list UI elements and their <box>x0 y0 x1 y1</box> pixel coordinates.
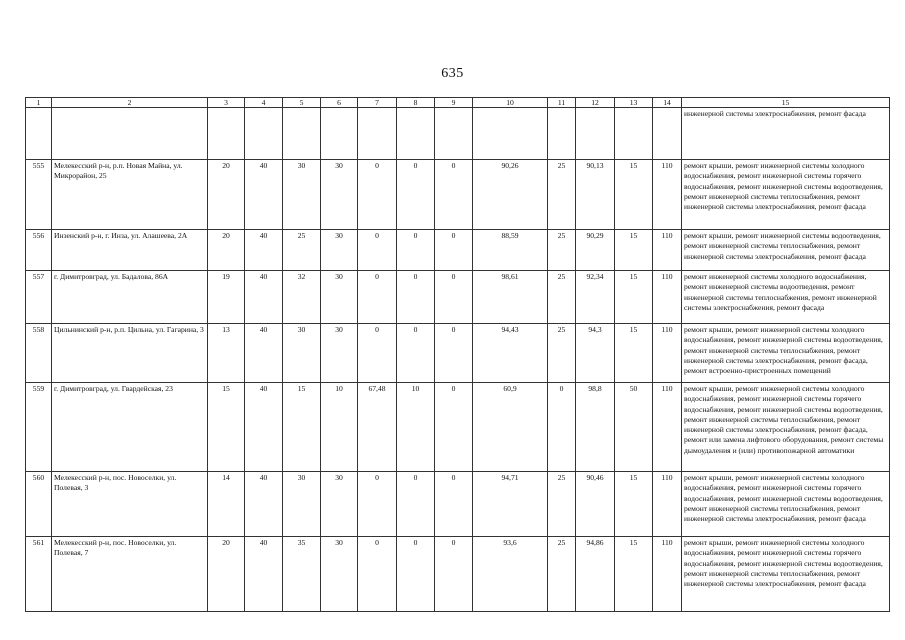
col3-cell: 20 <box>208 537 245 612</box>
works-cell: ремонт крыши, ремонт инженерной системы холодного водоснабжения, ремонт инженерной системы горячего водоснабжения, ремонт инженерной системы водоотведения, ремонт инженерной системы теплоснабжения, ремонт инженерной системы электроснабжения, ремонт фасада <box>682 160 890 230</box>
col7-cell: 0 <box>358 537 397 612</box>
col9-cell: 0 <box>435 230 473 271</box>
column-header: 10 <box>473 98 548 108</box>
column-header: 4 <box>245 98 283 108</box>
address-cell: Мелекесский р-н, пос. Новоселки, ул. Полевая, 7 <box>52 537 208 612</box>
works-cell: ремонт крыши, ремонт инженерной системы холодного водоснабжения, ремонт инженерной системы горячего водоснабжения, ремонт инженерной системы водоотведения, ремонт инженерной системы теплоснабжения, ремонт инженерной системы электроснабжения, ремонт фасада, ремонт или замена лифтового оборудования, ремонт системы дымоудаления и (или) противопожарной автоматики <box>682 383 890 472</box>
works-cell: ремонт крыши, ремонт инженерной системы холодного водоснабжения, ремонт инженерной системы горячего водоснабжения, ремонт инженерной системы водоотведения, ремонт инженерной системы теплоснабжения, ремонт инженерной системы электроснабжения, ремонт фасада <box>682 472 890 537</box>
address-cell: Мелекесский р-н, пос. Новоселки, ул. Полевая, 3 <box>52 472 208 537</box>
col14-cell: 110 <box>653 472 682 537</box>
col8-cell: 0 <box>397 230 435 271</box>
works-cell: ремонт инженерной системы холодного водоснабжения, ремонт инженерной системы водоотведения, ремонт инженерной системы теплоснабжения, ремонт инженерной системы электроснабжения, ремонт фасада <box>682 271 890 324</box>
col6-cell: 30 <box>321 271 358 324</box>
address-cell: Цильнинский р-н, р.п. Цильна, ул. Гагарина, 3 <box>52 324 208 383</box>
col6-cell: 30 <box>321 472 358 537</box>
address-cell: Инзенский р-н, г. Инза, ул. Алашеева, 2А <box>52 230 208 271</box>
col5-cell: 35 <box>283 537 321 612</box>
col12-cell: 90,13 <box>576 160 615 230</box>
col13-cell: 15 <box>615 324 653 383</box>
col4-cell: 40 <box>245 230 283 271</box>
works-cell: ремонт крыши, ремонт инженерной системы холодного водоснабжения, ремонт инженерной системы горячего водоснабжения, ремонт инженерной системы водоотведения, ремонт инженерной системы теплоснабжения, ремонт инженерной системы электроснабжения, ремонт фасада <box>682 537 890 612</box>
col12-cell: 98,8 <box>576 383 615 472</box>
works-cell: ремонт крыши, ремонт инженерной системы холодного водоснабжения, ремонт инженерной системы водоотведения, ремонт инженерной системы теплоснабжения, ремонт инженерной системы электроснабжения, ремонт фасада, ремонт встроенно-пристроенных помещений <box>682 324 890 383</box>
column-header: 9 <box>435 98 473 108</box>
row-number-cell: 560 <box>26 472 52 537</box>
col12-cell: 92,34 <box>576 271 615 324</box>
column-header: 14 <box>653 98 682 108</box>
col12-cell: 90,29 <box>576 230 615 271</box>
col4-cell: 40 <box>245 160 283 230</box>
col10-cell: 60,9 <box>473 383 548 472</box>
col10-cell: 88,59 <box>473 230 548 271</box>
column-header: 12 <box>576 98 615 108</box>
col8-cell: 0 <box>397 324 435 383</box>
col14-cell: 110 <box>653 383 682 472</box>
address-cell: Мелекесский р-н, р.п. Новая Майна, ул. Микрорайон, 25 <box>52 160 208 230</box>
col8-cell: 0 <box>397 271 435 324</box>
col13-cell: 15 <box>615 160 653 230</box>
table-row <box>26 537 890 612</box>
table-row <box>26 230 890 271</box>
col13-cell: 15 <box>615 472 653 537</box>
col8-cell: 0 <box>397 472 435 537</box>
table-row <box>26 324 890 383</box>
col13-cell: 50 <box>615 383 653 472</box>
col7-cell: 0 <box>358 230 397 271</box>
row-number-cell: 559 <box>26 383 52 472</box>
col5-cell: 30 <box>283 472 321 537</box>
col10-cell: 94,43 <box>473 324 548 383</box>
column-header: 3 <box>208 98 245 108</box>
col5-cell: 30 <box>283 324 321 383</box>
col4-cell: 40 <box>245 472 283 537</box>
row-number-cell: 558 <box>26 324 52 383</box>
col10-cell: 90,26 <box>473 160 548 230</box>
table-row <box>26 160 890 230</box>
col9-cell: 0 <box>435 324 473 383</box>
col4-cell: 40 <box>245 383 283 472</box>
col9-cell: 0 <box>435 383 473 472</box>
col8-cell: 0 <box>397 160 435 230</box>
column-header: 15 <box>682 98 890 108</box>
col14-cell: 110 <box>653 271 682 324</box>
col11-cell: 25 <box>548 230 576 271</box>
col11-cell: 25 <box>548 271 576 324</box>
col4-cell: 40 <box>245 324 283 383</box>
col3-cell: 14 <box>208 472 245 537</box>
column-header: 6 <box>321 98 358 108</box>
address-cell: г. Димитровград, ул. Гвардейская, 23 <box>52 383 208 472</box>
col6-cell: 30 <box>321 230 358 271</box>
column-header: 5 <box>283 98 321 108</box>
col6-cell: 30 <box>321 160 358 230</box>
address-cell: г. Димитровград, ул. Бадалова, 86А <box>52 271 208 324</box>
col6-cell: 10 <box>321 383 358 472</box>
col5-cell: 32 <box>283 271 321 324</box>
row-number-cell: 557 <box>26 271 52 324</box>
col3-cell: 19 <box>208 271 245 324</box>
col9-cell: 0 <box>435 537 473 612</box>
col4-cell: 40 <box>245 537 283 612</box>
column-header: 2 <box>52 98 208 108</box>
col5-cell: 15 <box>283 383 321 472</box>
col6-cell: 30 <box>321 324 358 383</box>
col5-cell: 25 <box>283 230 321 271</box>
col13-cell: 15 <box>615 537 653 612</box>
table-row <box>26 383 890 472</box>
col4-cell: 40 <box>245 271 283 324</box>
col14-cell: 110 <box>653 160 682 230</box>
col10-cell: 98,61 <box>473 271 548 324</box>
col12-cell: 94,3 <box>576 324 615 383</box>
col9-cell: 0 <box>435 271 473 324</box>
col14-cell: 110 <box>653 537 682 612</box>
column-header: 8 <box>397 98 435 108</box>
col12-cell: 90,46 <box>576 472 615 537</box>
row-number-cell: 556 <box>26 230 52 271</box>
col3-cell: 20 <box>208 230 245 271</box>
col8-cell: 0 <box>397 537 435 612</box>
column-header: 7 <box>358 98 397 108</box>
table-row <box>26 472 890 537</box>
col6-cell: 30 <box>321 537 358 612</box>
col3-cell: 20 <box>208 160 245 230</box>
col11-cell: 25 <box>548 472 576 537</box>
col5-cell: 30 <box>283 160 321 230</box>
col11-cell: 25 <box>548 160 576 230</box>
col7-cell: 0 <box>358 271 397 324</box>
column-header: 1 <box>26 98 52 108</box>
col11-cell: 25 <box>548 537 576 612</box>
continuation-row <box>26 108 890 160</box>
col9-cell: 0 <box>435 472 473 537</box>
col14-cell: 110 <box>653 324 682 383</box>
continuation-works-cell: инженерной системы электроснабжения, ремонт фасада <box>682 108 890 160</box>
column-number-row <box>26 98 890 108</box>
col7-cell: 0 <box>358 160 397 230</box>
col13-cell: 15 <box>615 271 653 324</box>
col7-cell: 67,48 <box>358 383 397 472</box>
table-row <box>26 271 890 324</box>
col10-cell: 94,71 <box>473 472 548 537</box>
col13-cell: 15 <box>615 230 653 271</box>
col14-cell: 110 <box>653 230 682 271</box>
works-cell: ремонт крыши, ремонт инженерной системы водоотведения, ремонт инженерной системы теплоснабжения, ремонт инженерной системы электроснабжения, ремонт фасада <box>682 230 890 271</box>
column-header: 13 <box>615 98 653 108</box>
col7-cell: 0 <box>358 324 397 383</box>
col9-cell: 0 <box>435 160 473 230</box>
col11-cell: 0 <box>548 383 576 472</box>
col3-cell: 15 <box>208 383 245 472</box>
col11-cell: 25 <box>548 324 576 383</box>
col3-cell: 13 <box>208 324 245 383</box>
row-number-cell: 561 <box>26 537 52 612</box>
repair-register-table <box>25 97 890 612</box>
col12-cell: 94,86 <box>576 537 615 612</box>
col7-cell: 0 <box>358 472 397 537</box>
row-number-cell: 555 <box>26 160 52 230</box>
column-header: 11 <box>548 98 576 108</box>
col10-cell: 93,6 <box>473 537 548 612</box>
page-number: 635 <box>441 66 464 81</box>
col8-cell: 10 <box>397 383 435 472</box>
